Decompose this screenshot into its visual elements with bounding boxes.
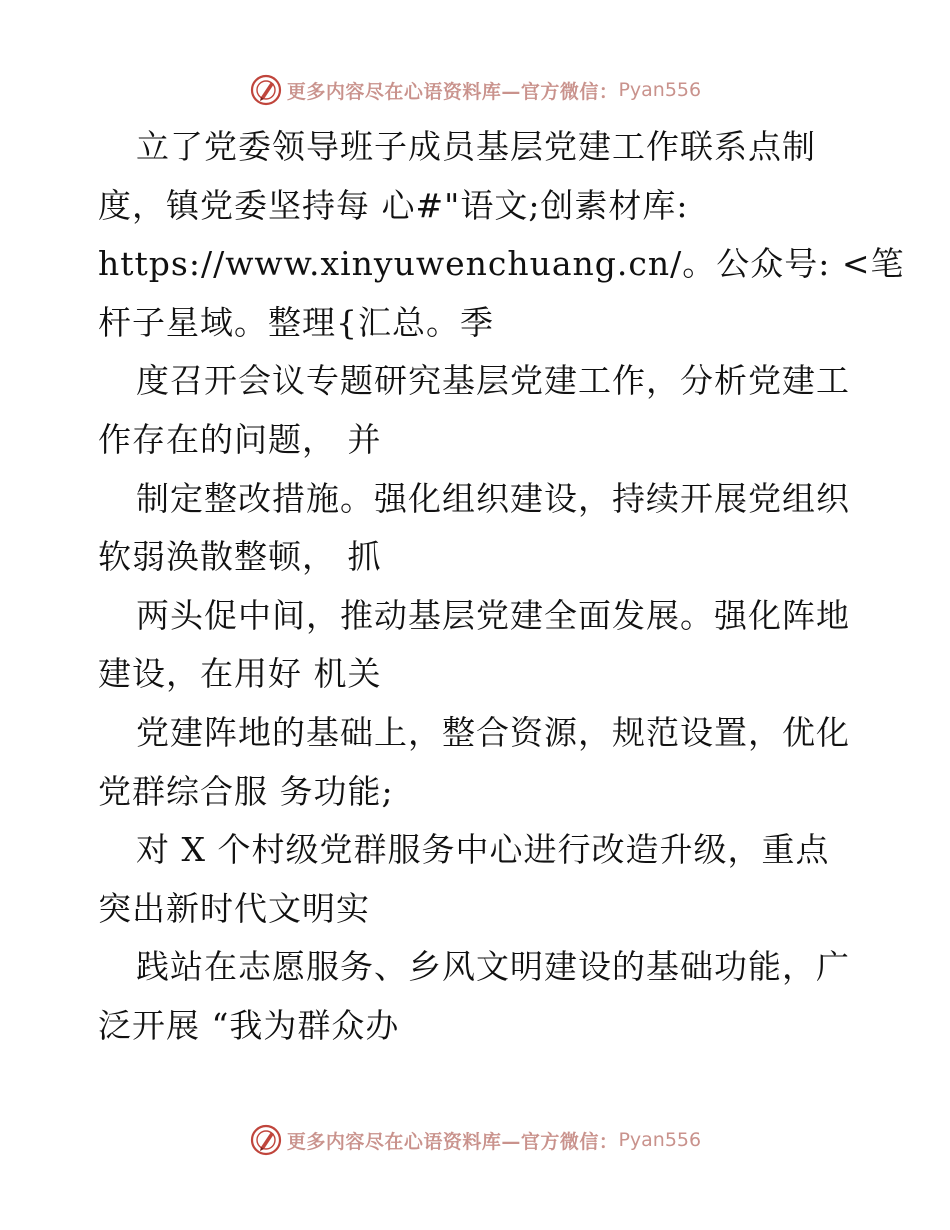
text-line: 度召开会议专题研究基层党建工作，分析党建工 [136,361,850,401]
text-line: 泛开展 “我为群众办 [98,1005,400,1045]
header-watermark-text: 更多内容尽在心语资料库— [286,80,521,103]
text-line: 制定整改措施。强化组织建设，持续开展党组织 [136,478,850,518]
text-line: 两头促中间，推动基层党建全面发展。强化阵地 [136,595,850,635]
pen-circle-logo-icon [249,73,283,107]
text-line: 建设，在用好 机关 [98,654,382,694]
text-line: 党建阵地的基础上，整合资源，规范设置，优化 [136,712,850,752]
document-body [98,118,905,1056]
pen-circle-logo-icon [249,1123,283,1157]
header-contact-label: 官方微信： [520,80,619,103]
text-line: 软弱涣散整顿， 抓 [98,537,382,577]
footer-contact-id: Pyan556 [618,1129,702,1151]
text-line: 党群综合服 务功能; [98,771,394,811]
text-line: https://www.xinyuwenchuang.cn/。公众号: <笔 [98,244,905,284]
text-line: 杆子星域。整理{汇总。季 [98,302,494,342]
header-contact-id: Pyan556 [618,79,702,101]
footer-watermark [0,1120,950,1160]
text-line: 度，镇党委坚持每 心#"语文;创素材库: [98,185,689,225]
text-line: 践站在志愿服务、乡风文明建设的基础功能，广 [136,947,850,987]
text-line: 立了党委领导班子成员基层党建工作联系点制 [136,127,816,166]
text-line: 作存在的问题， 并 [98,419,382,459]
text-line: 对 X 个村级党群服务中心进行改造升级，重点 [136,830,830,870]
footer-watermark-text: 更多内容尽在心语资料库— [286,1130,521,1153]
header-watermark [0,70,950,110]
text-line: 突出新时代文明实 [98,888,370,928]
footer-contact-label: 官方微信： [520,1130,619,1153]
